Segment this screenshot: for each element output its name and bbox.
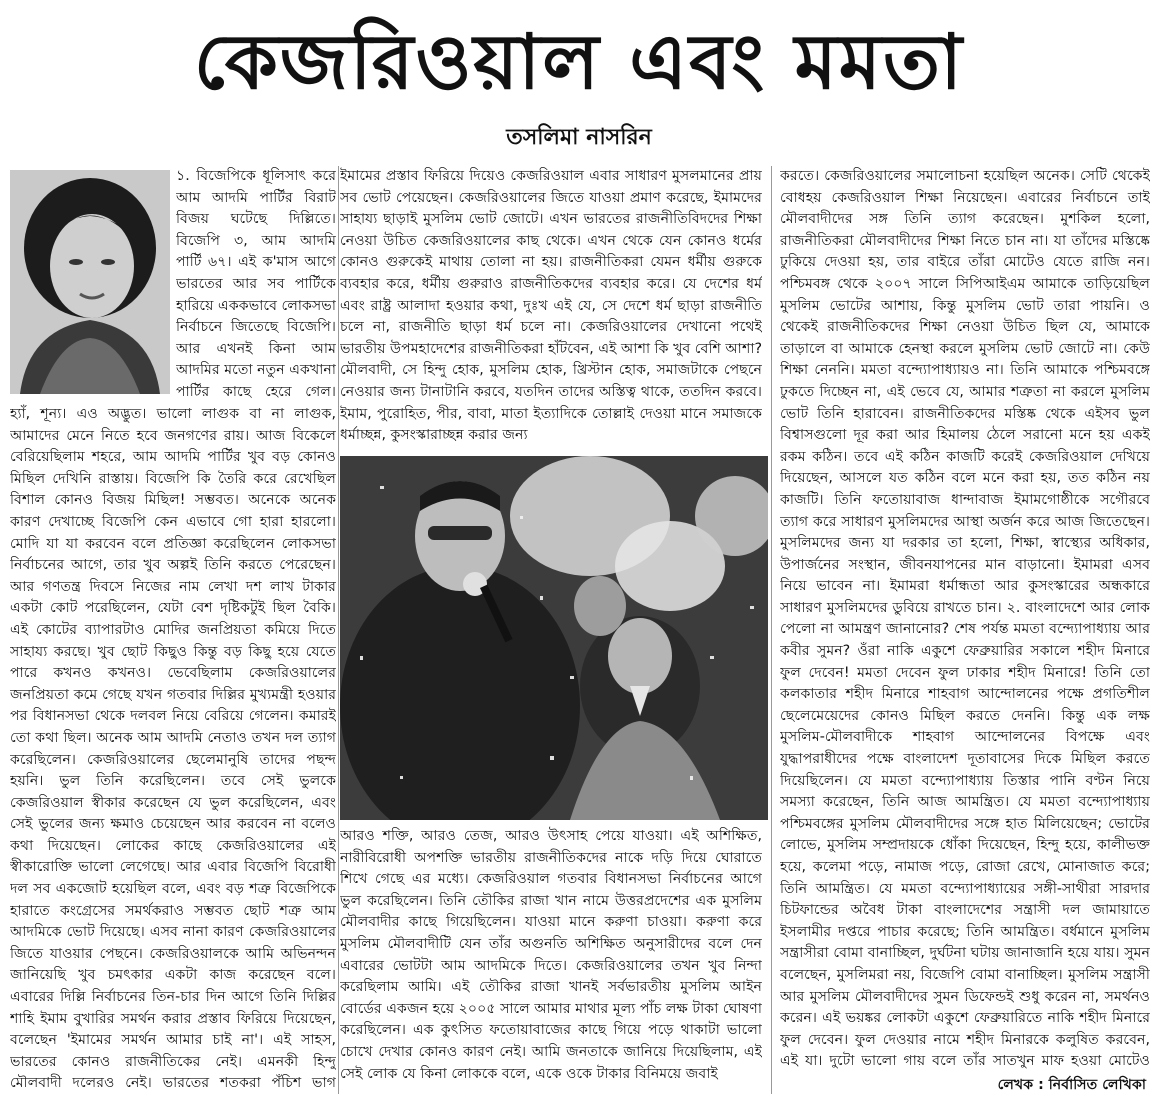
article-column-1-bottom [10,404,336,1094]
article-headline: কেজরিওয়াল এবং মমতা [193,17,965,106]
article-text-col3: করতে। কেজরিওয়ালের সমালোচনা হয়েছিল অনেক। সেটি থেকেই বোধহয় কেজরিওয়াল শিক্ষা নিয়েছেন। এবারের নির্বাচনে তাই মৌলবাদীদের সঙ্গ তিনি ত্যাগ করেছেন। মুশকিল হলো, রাজনীতিকরা মৌলবাদীদের শিক্ষা নিতে চান না। যা তাঁদের মস্তিষ্কে ঢুকিয়ে দেওয়া হয়, তার বাইরে তাঁরা মোটেও যেতে রাজি নন। পশ্চিমবঙ্গ থেকে ২০০৭ সালে সিপিআইএম আমাকে তাড়িয়েছিল মুসলিম ভোটের আশায়, কিন্তু মুসলিম ভোট তারা পায়নি। ও থেকেই রাজনীতিকদের শিক্ষা নেওয়া উচিত ছিল যে, আমাকে তাড়ালে বা আমাকে হেনস্থা করলে মুসলিম ভোট জোটে না। কেউ শিক্ষা নেননি। মমতা বন্দ্যোপাধ্যায়ও না। তিনি আমাকে পশ্চিমবঙ্গে ঢুকতে দিচ্ছেন না, এই ভেবে যে, আমার শত্রুতা না করলে মুসলিম ভোট তিনি হারাবেন। রাজনীতিকদের মস্তিষ্ক থেকে এইসব ভুল বিশ্বাসগুলো দূর করা আর হিমালয় ঠেলে সরানো মনে হয় একই রকম কঠিন। তবে এই কঠিন কাজটি করেই কেজরিওয়াল দেখিয়ে দিয়েছেন, আসলে যত কঠিন বলে মনে করা হয়, তত কঠিন নয় কাজটি। তিনি ফতোয়াবাজ ধান্দাবাজ ইমামগোষ্ঠীকে সগৌরবে ত্যাগ করে সাধারণ মুসলিমদের আস্থা অর্জন করে আজ জিতেছেন। মুসলিমদের জন্য যা দরকার তা হলো, শিক্ষা, স্বাস্থ্যের অধিকার, উপার্জনের সংস্থান, জীবনযাপনের মান বাড়ানো। ইমামরা এসব নিয়ে ভাবেন না। ইমামরা ধর্মান্ধতা আর কুসংস্কারের অন্ধকারে সাধারণ মুসলিমদের ডুবিয়ে রাখতে চান। ২. বাংলাদেশে আর লোক পেলো না আমন্ত্রণ জানানোর? শেষ পর্যন্ত মমতা বন্দ্যোপাধ্যায় আর কবীর সুমন? ওঁরা নাকি একুশে ফেব্রুয়ারির সকালে শহীদ মিনারে ফুল দেবেন! মমতা দেবেন ফুল ঢাকার শহীদ মিনারে! তিনি তো কলকাতার শহীদ মিনারে শাহবাগ আন্দোলনের পক্ষে প্রগতিশীল ছেলেমেয়েদের কোনও মিছিল করতে দেননি। কিন্তু এক লক্ষ মুসলিম-মৌলবাদীকে শাহবাগ আন্দোলনের বিপক্ষে এবং যুদ্ধাপরাধীদের পক্ষে বাংলাদেশ দূতাবাসের দিকে মিছিল করতে দিয়েছিলেন। যে মমতা বন্দ্যোপাধ্যায় তিস্তার পানি বণ্টন নিয়ে সমস্যা করেছেন, তিনি আজ আমন্ত্রিত। যে মমতা বন্দ্যোপাধ্যায় পশ্চিমবঙ্গের মুসলিম মৌলবাদীদের সঙ্গে হাত মিলিয়েছেন; ভোটের লোভে, মুসলিম সম্প্রদায়কে ধোঁকা দিয়েছেন, হিন্দু হয়ে, কালীভক্ত হয়ে, কলেমা পড়ে, নামাজ পড়ে, রোজা রেখে, মোনাজাত করে; তিনি আমন্ত্রিত। যে মমতা বন্দ্যোপাধ্যায়ের সঙ্গী-সাথীরা সারদার চিটফান্ডের অবৈধ টাকা বাংলাদেশের সন্ত্রাসী দল জামায়াতে ইসলামীর দপ্তরে পাচার করেছে; তিনি আমন্ত্রিত। বর্ধমানে মুসলিম সন্ত্রাসীরা বোমা বানাচ্ছিল, দুর্ঘটনা ঘটায় জানাজানি হয়ে যায়। সুমন বলেছেন, মুসলিমরা নয়, বিজেপি বোমা বানাচ্ছিল। মুসলিম সন্ত্রাসী আর মুসলিম মৌলবাদীদের সুমন ডিফেন্ডই শুধু করেন না, সমর্থনও করেন। এই ভয়ঙ্কর লোকটা একুশে ফেব্রুয়ারিতে নাকি শহীদ মিনারে ফুল দেবেন। ফুল দেওয়ার নামে শহীদ মিনারকে কলুষিত করবেন, এই যা। দুটো ভালো গায় বলে তাঁর সাতখুন মাফ হওয়া মোটেও [780,168,1150,1070]
column-divider-right [771,166,772,1094]
article-byline: তসলিমা নাসরিন [506,125,652,150]
article-column-3 [780,166,1150,1074]
author-signoff: লেখক : নির্বাসিত লেখিকা [997,1077,1146,1093]
article-column-1-top [176,166,336,402]
column-divider-left [338,166,339,1094]
author-photo [10,170,170,394]
article-text-col2-bottom: আরও শক্তি, আরও তেজ, আরও উৎসাহ পেয়ে যাওয়া। এই অশিক্ষিত, নারীবিরোধী অপশক্তি ভারতীয় রাজনীতিকদের নাকে দড়ি দিয়ে ঘোরাতে শিখে গেছে এর মধ্যে। কেজরিওয়াল গতবার বিধানসভা নির্বাচনের আগে ভুল করেছিলেন। তিনি তৌকির রাজা খান নামে উত্তরপ্রদেশের এক মুসলিম মৌলবাদীর কাছে গিয়েছিলেন। যাওয়া মানে করুণা চাওয়া। করুণা করে মুসলিম মৌলবাদীটি যেন তাঁর অগুনতি অশিক্ষিত অনুসারীদের বলে দেন এবারের ভোটটা আম আদমিকে দিতে। কেজরিওয়ালের তখন খুব নিন্দা করেছিলাম আমি। এই তৌকির রাজা খানই সর্বভারতীয় মুসলিম আইন বোর্ডের একজন হয়ে ২০০৫ সালে আমার মাথার মূল্য পাঁচ লক্ষ টাকা ঘোষণা করেছিলেন। এক কুৎসিত ফতোয়াবাজের কাছে গিয়ে পড়ে থাকাটা ভালো চোখে দেখার কোনও কারণ নেই। আমি জনতাকে জানিয়ে দিয়েছিলাম, এই সেই লোক যে কিনা লোককে বলে, একে ওকে টাকার বিনিময়ে জবাই [340,828,762,1082]
article-text-col1-bottom: হ্যাঁ, শূন্য। এও অদ্ভুত। ভালো লাগুক বা না লাগুক, আমাদের মেনে নিতে হবে জনগণের রায়। আজ বিকেলে বেরিয়েছিলাম শহরে, আম আদমি পার্টির খুব বড় কোনও মিছিল দেখিনি রাস্তায়। বিজেপি কি তৈরি করে রেখেছিল বিশাল কোনও বিজয় মিছিল! সম্ভবত। অনেকে অনেক কারণ দেখাচ্ছে বিজেপি কেন এভাবে গো হারা হারলো। মোদি যা যা করবেন বলে প্রতিজ্ঞা করেছিলেন লোকসভা নির্বাচনের আগে, তার খুব অল্পই তিনি করতে পেরেছেন। আর গণতন্ত্র দিবসে নিজের নাম লেখা দশ লাখ টাকার একটা কোট পরেছিলেন, যেটা বেশ দৃষ্টিকটুই ছিল বৈকি। এই কোটের ব্যাপারটাও মোদির জনপ্রিয়তা কমিয়ে দিতে সাহায্য করছে। খুব ছোট কিছুও কিন্তু বড় কিছু হয়ে যেতে পারে কখনও কখনও। ভেবেছিলাম কেজরিওয়ালের জনপ্রিয়তা কমে গেছে যখন গতবার দিল্লির মুখ্যমন্ত্রী হওয়ার পর বিধানসভা থেকে দলবল নিয়ে বেরিয়ে গেলেন। কমারই তো কথা ছিল। অনেক আম আদমি নেতাও তখন দল ত্যাগ করেছিলেন। কেজরিওয়ালের ছেলেমানুষি তাদের পছন্দ হয়নি। ভুল তিনি করেছিলেন। তবে সেই ভুলকে কেজরিওয়াল স্বীকার করেছেন যে ভুল করেছিলেন, এবং সেই ভুলের জন্য ক্ষমাও চেয়েছেন আর করবেন না বলেও কথা দিয়েছেন। লোকের কাছে কেজরিওয়ালের এই স্বীকারোক্তি ভালো লেগেছে। আর এবার বিজেপি বিরোধী দল সব একজোট হয়েছিল বলে, এবং বড় শত্রু বিজেপিকে হারাতে কংগ্রেসের সমর্থকরাও সম্ভবত ছোট শত্রু আম আদমিকে ভোট দিয়েছে। এসব নানা কারণ কেজরিওয়ালের জিতে যাওয়ার পেছনে। কেজরিওয়ালকে আমি অভিনন্দন জানিয়েছি খুব চমৎকার একটা কাজ করেছেন বলে। এবারের দিল্লি নির্বাচনের তিন-চার দিন আগে তিনি দিল্লির শাহি ইমাম বুখারির সমর্থন করার প্রস্তাব ফিরিয়ে দিয়েছেন, বলেছেন 'ইমামের সমর্থন আমার চাই না'। এই সাহস, ভারতের কোনও রাজনীতিকের নেই। এমনকী হিন্দু মৌলবাদী দলেরও নেই। ভারতের শতকরা পঁচিশ ভাগ [10,406,336,1092]
article-text-col2-top: ইমামের প্রস্তাব ফিরিয়ে দিয়েও কেজরিওয়াল এবার সাধারণ মুসলমানের প্রায় সব ভোট পেয়েছেন। কেজরিওয়ালের জিতে যাওয়া প্রমাণ করেছে, ইমামদের সাহায্য ছাড়াই মুসলিম ভোট জোটে। এখন ভারতের রাজনীতিবিদদের শিক্ষা নেওয়া উচিত কেজরিওয়ালের কাছ থেকে। এখন থেকে যেন কোনও ধর্মের কোনও গুরুকেই মাথায় তোলা না হয়। রাজনীতিকরা যেমন ধর্মীয় গুরুকে ব্যবহার করে, ধর্মীয় গুরুরাও রাজনীতিকদের ব্যবহার করে। যে দেশের ধর্ম এবং রাষ্ট্র আলাদা হওয়ার কথা, দুঃখ এই যে, সে দেশে ধর্ম ছাড়া রাজনীতি চলে না, রাজনীতি ছাড়া ধর্ম চলে না। কেজরিওয়ালের দেখানো পথেই ভারতীয় উপমহাদেশের রাজনীতিকরা হাঁটবেন, এই আশা কি খুব বেশি আশা? মৌলবাদী, সে হিন্দু হোক, মুসলিম হোক, খ্রিস্টান হোক, সমাজটাকে পেছনে নেওয়ার জন্য টানাটানি করবে, যতদিন তাদের অস্তিত্ব থাকে, ততদিন করবে। ইমাম, পুরোহিত, পীর, বাবা, মাতা ইত্যাদিকে তোল্লাই দেওয়া মানে সমাজকে ধর্মাচ্ছন্ন, কুসংস্কারাচ্ছন্ন করার জন্য [340,168,762,444]
victory-photo-illustration [340,456,768,820]
author-portrait-illustration [10,170,170,394]
article-text-col1-top: ১. বিজেপিকে ধূলিসাৎ করে আম আদমি পার্টির বিরাট বিজয় ঘটেছে দিল্লিতে। বিজেপি ৩, আম আদমি পার্টি ৬৭। এই ক'মাস আগে ভারতের আর সব পার্টিকে হারিয়ে এককভাবে লোকসভা নির্বাচনে জিতেছে বিজেপি। আর এখনই কিনা আম আদমির মতো নতুন একখানা পার্টির কাছে হেরে গেল। [176,168,336,400]
article-column-2-top [340,166,762,452]
article-column-2-bottom [340,826,762,1094]
main-photo [340,456,768,820]
